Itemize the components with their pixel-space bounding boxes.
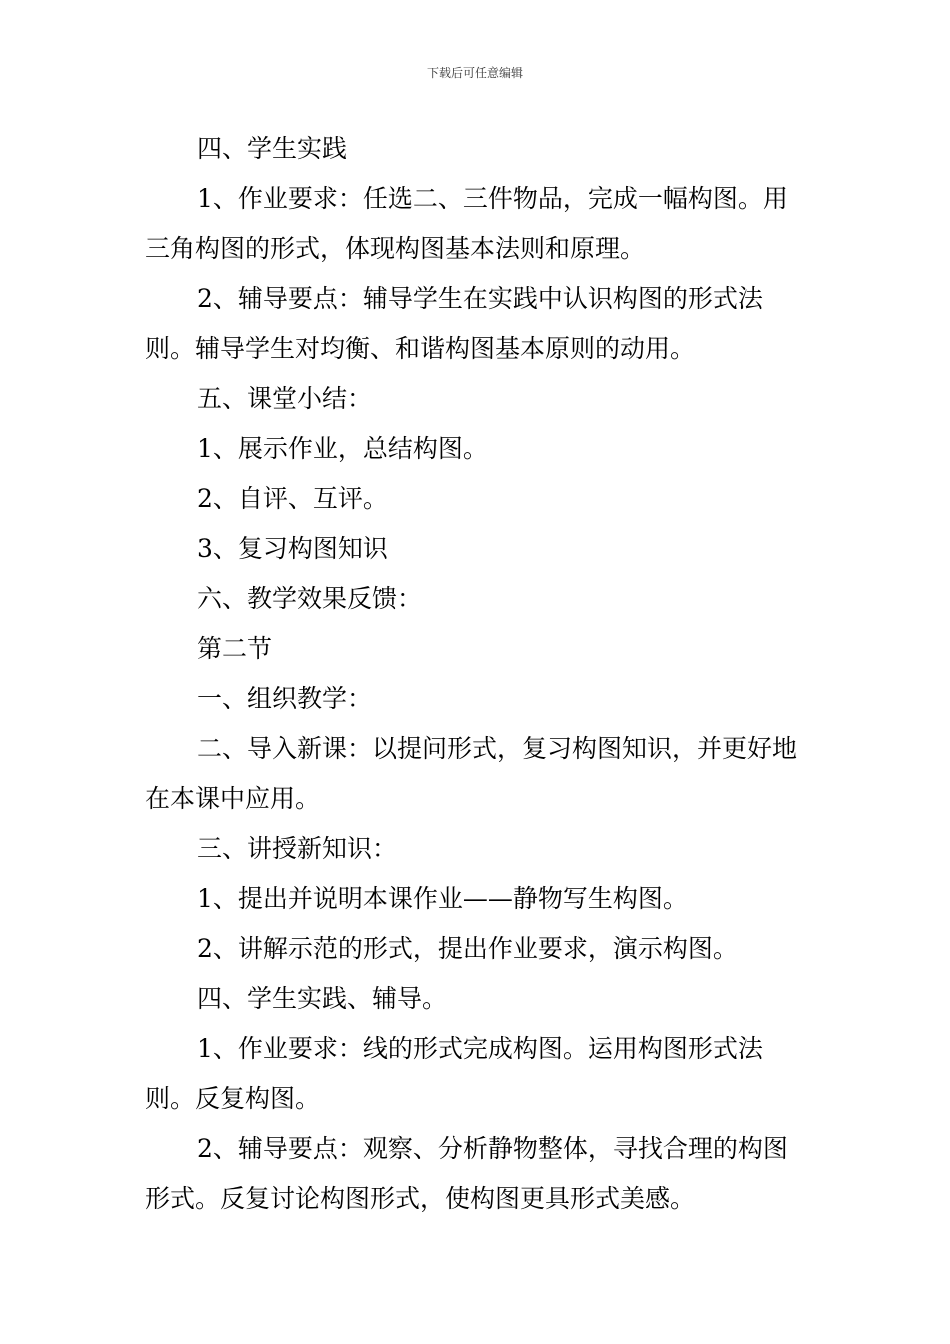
section-title: 第二节 [197, 634, 273, 663]
page-header: 下载后可任意编辑 [426, 66, 523, 80]
paragraph: 2、讲解示范的形式，提出作业要求，演示构图。 [197, 934, 738, 963]
paragraph: 二、导入新课：以提问形式，复习构图知识，并更好地在本课中应用。 [145, 734, 798, 813]
paragraph: 1、作业要求：任选二、三件物品，完成一幅构图。用三角构图的形式，体现构图基本法则和原理。 [145, 184, 788, 263]
paragraph: 三、讲授新知识： [197, 834, 398, 863]
paragraph: 2、辅导要点：观察、分析静物整体，寻找合理的构图形式。反复讨论构图形式，使构图更具形式美感。 [145, 1134, 788, 1213]
paragraph: 四、学生实践、辅导。 [197, 984, 448, 1013]
paragraph: 1、提出并说明本课作业——静物写生构图。 [197, 884, 688, 913]
paragraph: 2、辅导要点：辅导学生在实践中认识构图的形式法则。辅导学生对均衡、和谐构图基本原则的动用。 [145, 284, 763, 363]
paragraph: 六、教学效果反馈： [197, 584, 423, 613]
paragraph: 2、自评、互评。 [197, 484, 388, 513]
paragraph: 四、学生实践 [197, 134, 348, 163]
paragraph: 五、课堂小结： [197, 384, 373, 413]
paragraph: 3、复习构图知识 [197, 534, 388, 563]
document-body [145, 124, 810, 1224]
paragraph: 一、组织教学： [197, 684, 373, 713]
paragraph: 1、展示作业，总结构图。 [197, 434, 488, 463]
paragraph: 1、作业要求：线的形式完成构图。运用构图形式法则。反复构图。 [145, 1034, 763, 1113]
